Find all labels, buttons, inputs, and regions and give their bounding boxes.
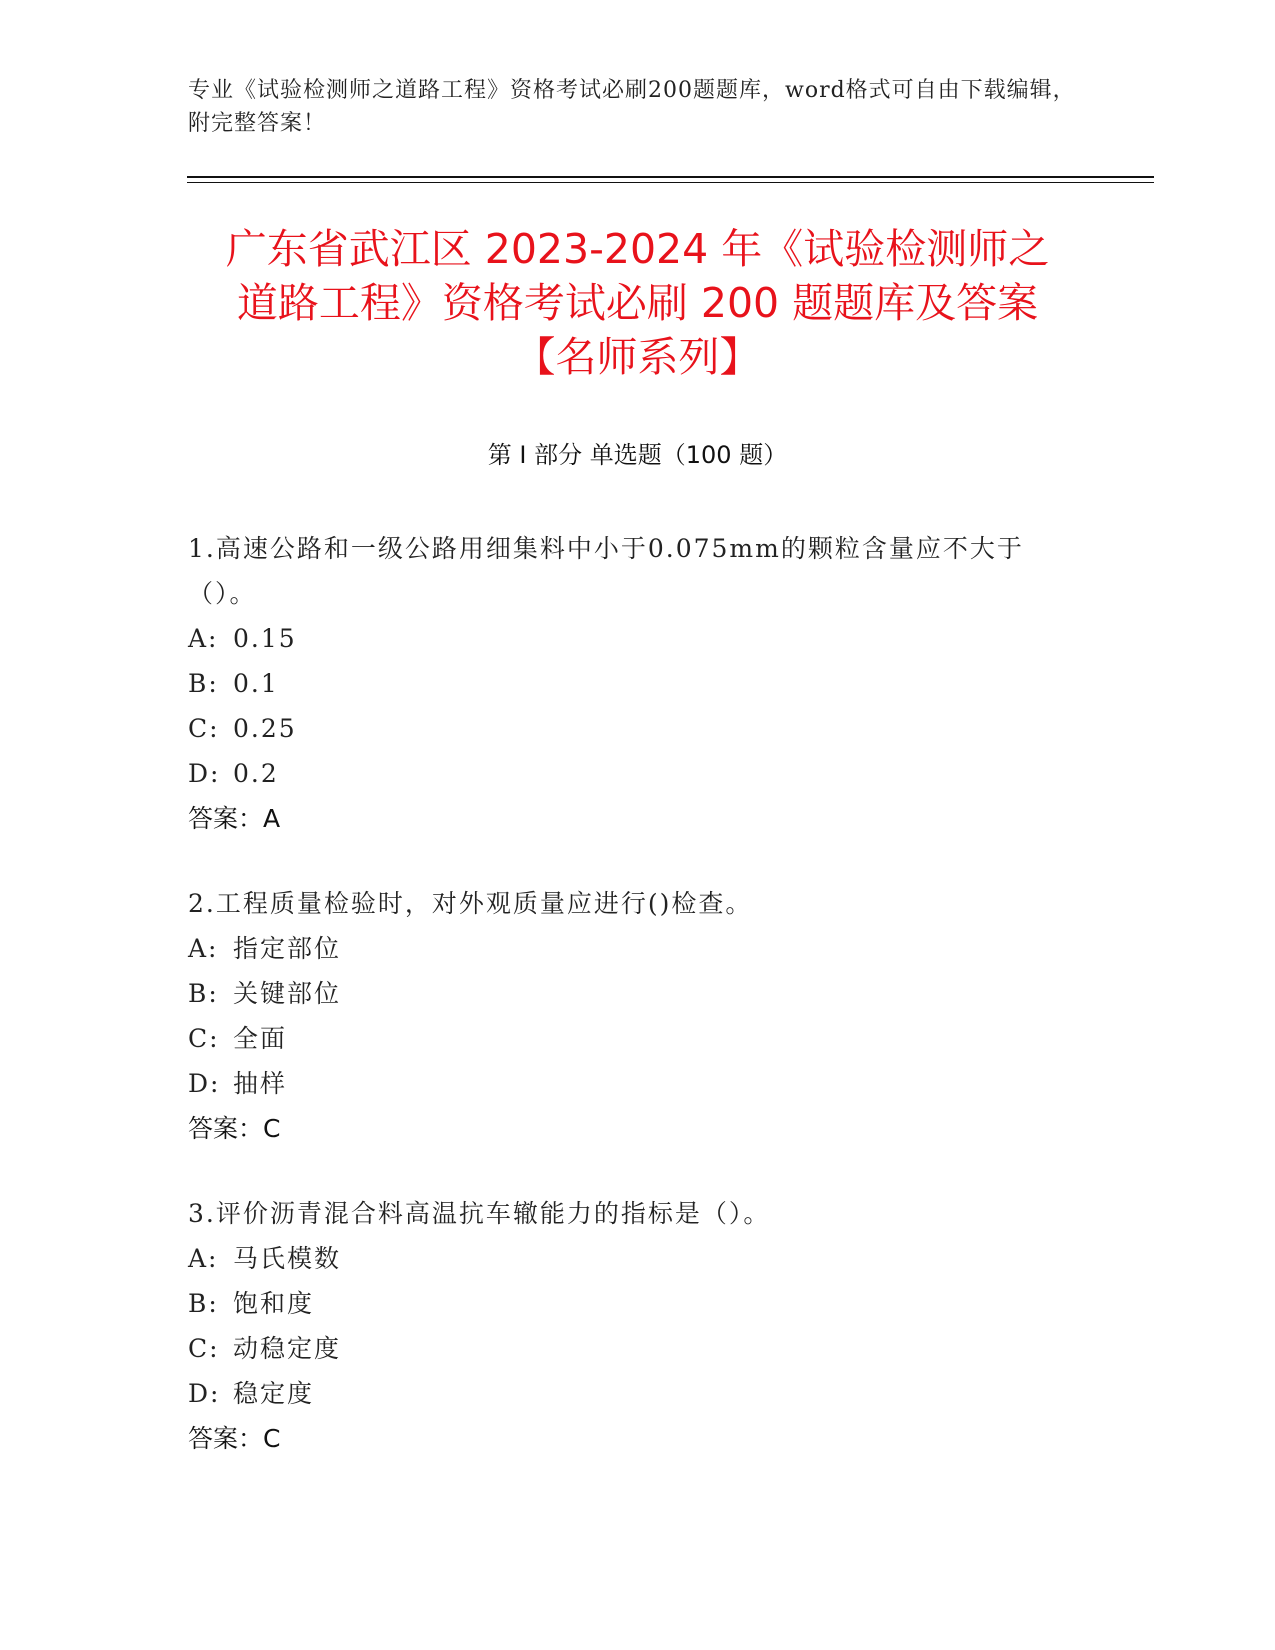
question-stem: 2.工程质量检验时，对外观质量应进行()检查。: [188, 889, 753, 918]
option-key: D:: [188, 1379, 221, 1408]
option-c: [188, 1326, 1088, 1371]
option-text: 0.2: [233, 759, 279, 788]
answer-line: 答案：A: [188, 804, 281, 833]
option-a: [188, 616, 1088, 661]
option-c: [188, 706, 1088, 751]
question-3: [188, 1191, 1088, 1461]
option-key: B:: [188, 669, 219, 698]
option-text: 指定部位: [233, 934, 342, 963]
option-text: 马氏模数: [233, 1244, 342, 1273]
option-text: 0.1: [233, 669, 279, 698]
option-key: C:: [188, 714, 220, 743]
option-key: D:: [188, 759, 221, 788]
option-d: [188, 751, 1088, 796]
section-heading: 第 I 部分 单选题（100 题）: [487, 441, 788, 469]
option-key: A:: [188, 1244, 219, 1273]
document-title: [150, 222, 1125, 384]
question-1: [188, 526, 1088, 841]
option-text: 关键部位: [233, 979, 342, 1008]
option-b: [188, 1281, 1088, 1326]
title-line-2: 道路工程》资格考试必刷 200 题题库及答案: [236, 279, 1039, 327]
option-d: [188, 1371, 1088, 1416]
answer-line: 答案：C: [188, 1114, 281, 1143]
option-text: 0.15: [233, 624, 297, 653]
option-key: C:: [188, 1334, 220, 1363]
option-text: 饱和度: [233, 1289, 315, 1318]
question-2: [188, 881, 1088, 1151]
option-a: [188, 1236, 1088, 1281]
option-key: A:: [188, 624, 219, 653]
option-a: [188, 926, 1088, 971]
option-c: [188, 1016, 1088, 1061]
option-text: 动稳定度: [233, 1334, 342, 1363]
header-divider-thick: [187, 176, 1154, 178]
option-text: 全面: [233, 1024, 288, 1053]
title-line-3: 【名师系列】: [514, 333, 761, 381]
header-divider-thin: [187, 182, 1154, 183]
option-d: [188, 1061, 1088, 1106]
title-line-1: 广东省武江区 2023-2024 年《试验检测师之: [225, 225, 1050, 273]
question-stem: 3.评价沥青混合料高温抗车辙能力的指标是（）。: [188, 1199, 771, 1228]
answer-line: 答案：C: [188, 1424, 281, 1453]
option-text: 抽样: [233, 1069, 288, 1098]
question-stem: 1.高速公路和一级公路用细集料中小于0.075mm的颗粒含量应不大于（）。: [188, 534, 1024, 608]
question-list: [188, 526, 1088, 1501]
intro-text: 专业《试验检测师之道路工程》资格考试必刷200题题库，word格式可自由下载编辑，附完整答案！: [188, 78, 1076, 136]
option-b: [188, 971, 1088, 1016]
option-key: B:: [188, 979, 219, 1008]
option-key: A:: [188, 934, 219, 963]
option-text: 0.25: [233, 714, 297, 743]
option-text: 稳定度: [233, 1379, 315, 1408]
option-key: C:: [188, 1024, 220, 1053]
option-b: [188, 661, 1088, 706]
option-key: D:: [188, 1069, 221, 1098]
option-key: B:: [188, 1289, 219, 1318]
